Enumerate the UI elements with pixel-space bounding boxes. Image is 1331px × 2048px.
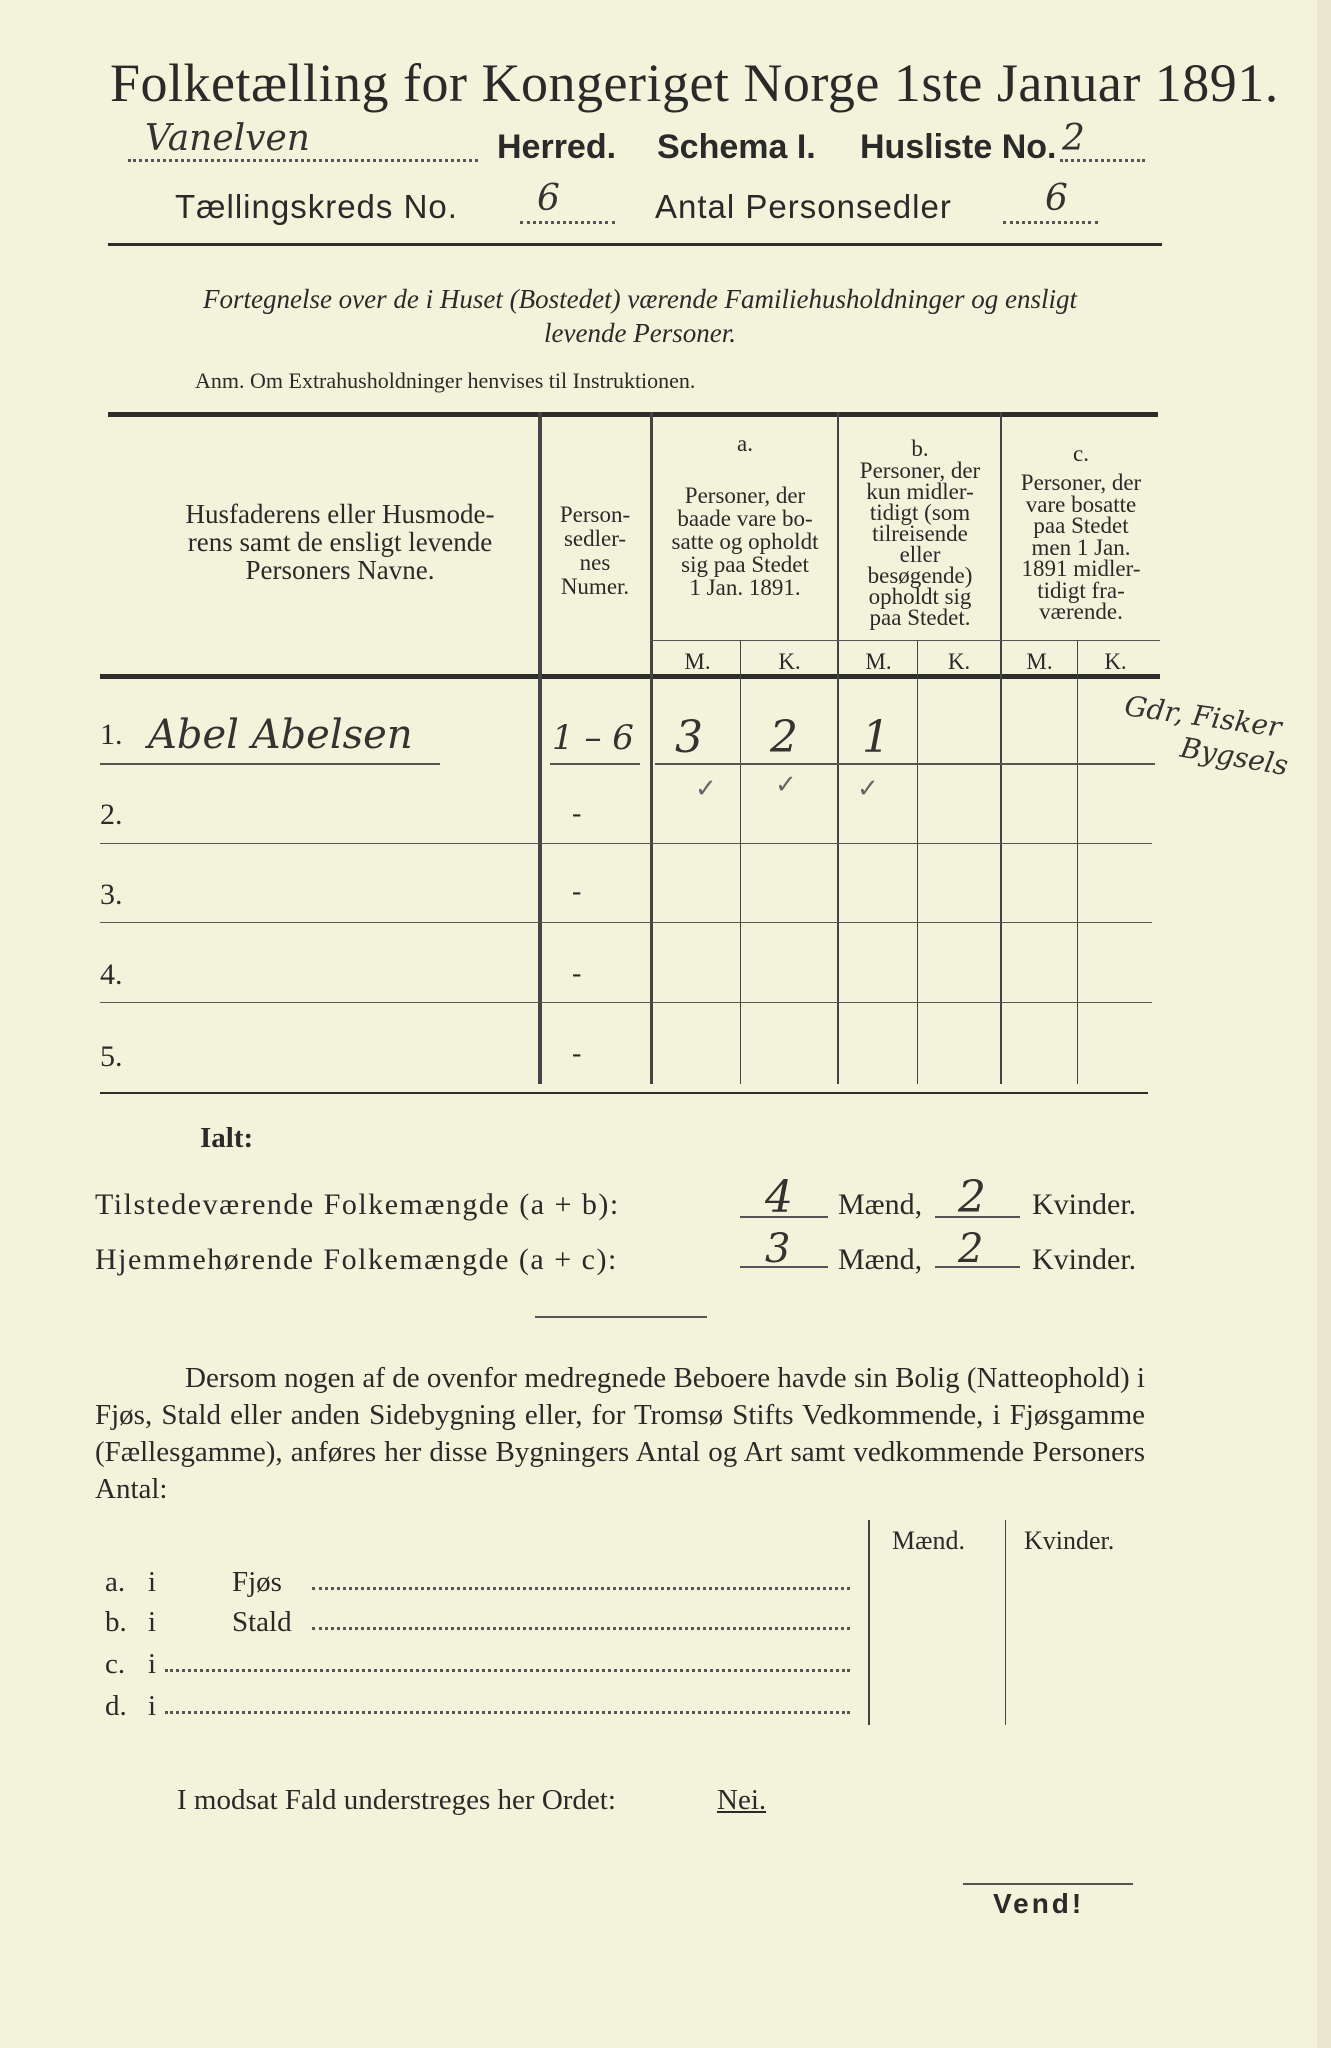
col-b-line: kun midler- [866, 479, 974, 504]
building-row-c-dots [165, 1660, 850, 1672]
herred-label: Herred. [497, 128, 617, 166]
col-num-line-4: Numer. [560, 574, 630, 599]
col-c-line: tidigt fra- [1037, 577, 1125, 603]
buildings-col-kvinder: Kvinder. [1024, 1526, 1115, 1555]
vend-label: Vend! [993, 1888, 1085, 1919]
husliste-dotted-line [1060, 150, 1145, 162]
herred-value: Vanelven [145, 118, 310, 159]
col-a-line: 1 Jan. 1891. [689, 575, 801, 600]
row-5-number: 5. [100, 1040, 123, 1073]
col-b-line: tilreisende [872, 521, 968, 546]
husliste-label: Husliste No. [860, 128, 1057, 166]
kreds-label: Tællingskreds No. [175, 188, 458, 225]
row-1-number: 1. [100, 718, 123, 751]
building-row-b-i: i [148, 1606, 157, 1638]
building-row-c-letter: c. [105, 1648, 126, 1680]
col-a-line: baade vare bo- [677, 506, 813, 531]
building-row-d-dots [165, 1702, 850, 1714]
buildings-col-divider-2 [1005, 1520, 1006, 1725]
col-c-line: 1891 midler- [1021, 556, 1141, 581]
hjemme-kvinder-label: Kvinder. [1032, 1243, 1137, 1276]
col-c-line: vare bosatte [1025, 491, 1137, 517]
antal-dotted-line [1003, 212, 1098, 224]
tilstede-label: Tilstedeværende Folkemængde (a + b): [95, 1188, 620, 1221]
row-1-name: Abel Abelsen [148, 712, 413, 758]
check-mark: ✓ [775, 770, 797, 799]
col-divider-b-mk [917, 640, 918, 1084]
col-num-line-3: nes [579, 550, 611, 575]
form-title: Folketælling for Kongeriget Norge 1ste Januar 1891. [110, 53, 1279, 113]
row-4-personsedler: - [572, 958, 582, 989]
row-2-personsedler: - [572, 798, 582, 829]
c-k-label: K. [1104, 649, 1127, 674]
col-names-header [150, 500, 530, 584]
building-row-a-name: Fjøs [232, 1566, 282, 1598]
a-k-label: K. [778, 649, 801, 674]
col-b-line: besøgende) [867, 563, 973, 588]
col-divider-a [837, 412, 839, 1084]
row-1-a-k: 2 [770, 712, 798, 763]
b-m-label: M. [865, 649, 892, 674]
row-1-note-1: Gdr, Fisker [1122, 689, 1284, 744]
col-num-line-2: sedler- [563, 526, 627, 551]
buildings-col-divider-1 [868, 1520, 870, 1725]
col-names-line-2: rens samt de ensligt levende [187, 527, 493, 557]
buildings-paragraph: Dersom nogen af de ovenfor medregnede Beboere havde sin Bolig (Natteophold) i Fjøs, Stald eller anden Sidebygning eller, for Tromsø Stifts Vedkommende, i Fjøsgamme (Fællesgamme), anføres her disse Bygningers Antal og Art samt vedkommende Personers Antal: [95, 1362, 1145, 1505]
col-c-header [1002, 472, 1160, 623]
kreds-dotted-line [520, 212, 615, 224]
col-b-line: eller [899, 542, 941, 567]
antal-label: Antal Personsedler [655, 188, 952, 225]
row-1-num-line [550, 763, 640, 765]
row-4-number: 4. [100, 958, 123, 991]
building-row-d-i: i [148, 1690, 157, 1722]
antal-value: 6 [1045, 178, 1068, 219]
hjemme-maend-value: 3 [765, 1226, 791, 1272]
col-c-line: men 1 Jan. [1031, 534, 1131, 560]
c-m-label: M. [1026, 649, 1053, 674]
row-1-personsedler: 1 – 6 [552, 718, 634, 758]
a-m-label: M. [684, 649, 711, 674]
col-b-line: tidigt (som [869, 500, 971, 525]
col-a-line: Personer, der [684, 483, 806, 508]
intro-line-1: Fortegnelse over de i Huset (Bostedet) værende Familiehusholdninger og ensligt [202, 284, 1078, 314]
building-row-c-i: i [148, 1648, 157, 1680]
building-row-a-i: i [148, 1566, 157, 1598]
building-row-a-letter: a. [105, 1566, 126, 1598]
col-a-line: sig paa Stedet [681, 552, 809, 577]
col-b-letter: b. [911, 436, 929, 461]
hjemme-kvinder-value: 2 [958, 1226, 984, 1272]
row-3-number: 3. [100, 878, 123, 911]
husliste-value: 2 [1062, 118, 1085, 159]
building-row-b-name: Stald [232, 1606, 292, 1638]
col-b-line: paa Stedet. [869, 605, 971, 630]
hjemme-maend-label: Mænd, [838, 1243, 923, 1276]
tilstede-kvinder-label: Kvinder. [1032, 1188, 1137, 1221]
tilstede-maend-value: 4 [765, 1172, 793, 1223]
col-names-line-1: Husfaderens eller Husmode- [185, 499, 495, 529]
intro-line-2: levende Personer. [544, 318, 736, 348]
col-b-line: Personer, der [859, 458, 981, 483]
row-1-b-m: 1 [862, 712, 890, 763]
buildings-col-maend: Mænd. [892, 1526, 965, 1555]
col-divider-a-mk [740, 640, 741, 1084]
col-c-line: paa Stedet [1033, 513, 1129, 538]
mk-subheader-rule [650, 640, 1160, 641]
check-mark: ✓ [695, 774, 717, 803]
vend-rule [963, 1883, 1133, 1885]
row-1-data-line [655, 763, 1155, 765]
b-k-label: K. [947, 649, 971, 674]
check-mark: ✓ [857, 774, 879, 803]
row-2-number: 2. [100, 798, 123, 831]
row-1-note-2: Bygsels [1177, 730, 1291, 783]
modsat-label: I modsat Fald understreges her Ordet: [177, 1784, 616, 1816]
row-5-personsedler: - [572, 1038, 582, 1069]
anm-note: Anm. Om Extrahusholdninger henvises til Instruktionen. [195, 368, 696, 393]
col-b-header [840, 460, 1000, 628]
row-4-line [100, 1002, 1152, 1003]
col-divider-num [650, 412, 653, 1084]
col-a-header [655, 484, 835, 599]
col-a-line: satte og opholdt [671, 529, 819, 554]
col-num-line-1: Person- [559, 502, 631, 527]
row-3-personsedler: - [572, 876, 582, 907]
tilstede-kvinder-value: 2 [958, 1172, 986, 1223]
tilstede-maend-label: Mænd, [838, 1188, 923, 1221]
col-c-letter: c. [1073, 441, 1089, 466]
building-row-d-letter: d. [105, 1690, 127, 1722]
building-row-b-dots [312, 1618, 850, 1630]
table-bottom-rule [100, 1092, 1148, 1094]
row-1-a-m: 3 [675, 712, 703, 763]
col-num-header [545, 503, 645, 599]
row-1-name-line [100, 763, 440, 765]
col-c-line: værende. [1039, 599, 1123, 624]
building-row-a-dots [312, 1578, 850, 1590]
kreds-value: 6 [537, 178, 560, 219]
col-divider-c-mk [1077, 640, 1078, 1084]
row-3-line [100, 922, 1152, 923]
hjemme-label: Hjemmehørende Folkemængde (a + c): [95, 1243, 618, 1276]
col-names-line-3: Personers Navne. [245, 555, 435, 585]
col-divider-names [538, 412, 542, 1084]
section-divider [535, 1316, 707, 1318]
building-row-b-letter: b. [105, 1606, 127, 1638]
header-rule [108, 243, 1162, 246]
col-c-line: Personer, der [1020, 470, 1142, 495]
schema-label: Schema I. [657, 128, 816, 166]
col-a-letter: a. [737, 431, 753, 456]
ialt-label: Ialt: [200, 1122, 254, 1154]
col-b-line: opholdt sig [868, 584, 972, 609]
row-2-line [100, 843, 1152, 844]
modsat-word: Nei. [717, 1784, 767, 1816]
